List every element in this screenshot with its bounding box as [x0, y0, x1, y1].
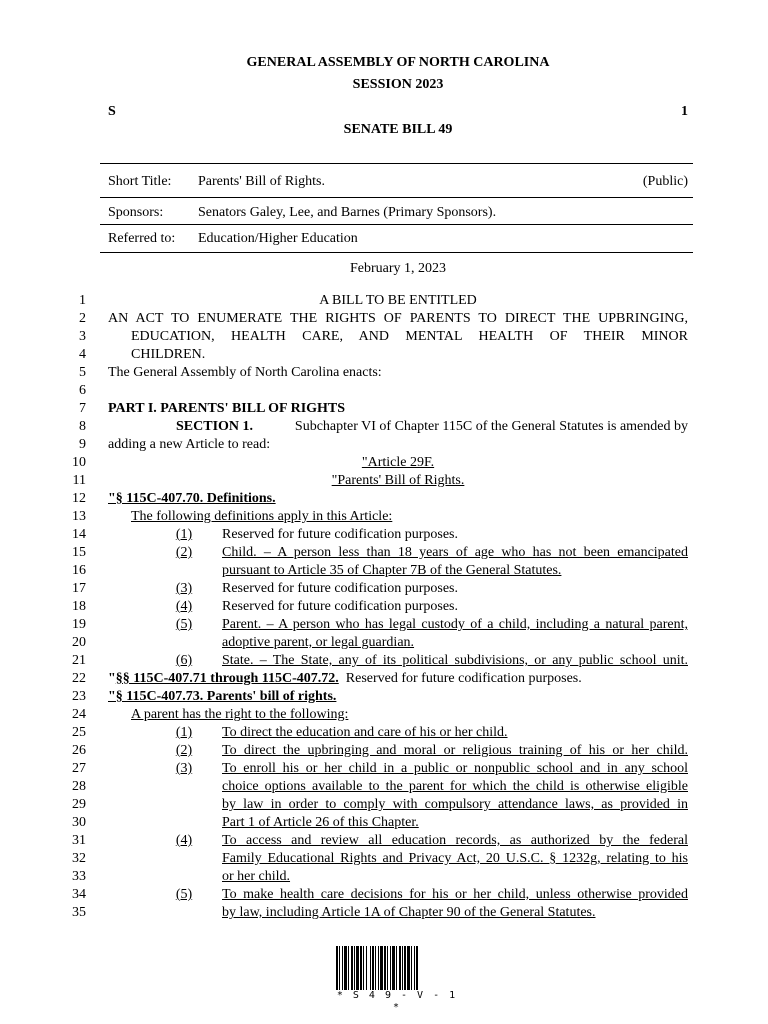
line-number: 13	[72, 509, 86, 524]
edition-number: 1	[681, 104, 688, 119]
info-rule-top	[100, 163, 693, 164]
barcode-text: * S 4 9 - V - 1 *	[336, 990, 458, 1013]
item-text-cont: adoptive parent, or legal guardian.	[222, 635, 415, 650]
barcode-bar	[375, 946, 376, 990]
item-text-cont: by law in order to comply with compulsory attendance laws, as provided in	[222, 797, 688, 812]
section-line	[176, 418, 688, 436]
barcode-bar	[370, 946, 371, 990]
line-number: 35	[72, 905, 86, 920]
sponsors-value: Senators Galey, Lee, and Barnes (Primary Sponsors).	[198, 205, 497, 220]
barcode-bar	[354, 946, 355, 990]
item-number: (1)	[175, 527, 193, 542]
item-text-cont: pursuant to Article 35 of Chapter 7B of the General Statutes.	[222, 563, 562, 578]
info-rule-bottom	[100, 252, 693, 253]
line-number: 10	[72, 455, 86, 470]
section-text: Subchapter VI of Chapter 115C of the General Statutes is amended by	[294, 419, 688, 434]
line-number: 24	[72, 707, 86, 722]
act-title-line: AN ACT TO ENUMERATE THE RIGHTS OF PARENTS TO DIRECT THE UPBRINGING,	[108, 311, 688, 326]
referred-label: Referred to:	[108, 231, 176, 246]
barcode-bar	[387, 946, 388, 990]
rights-intro-text: A parent has the right to the following:	[131, 707, 349, 722]
bill-title: SENATE BILL 49	[343, 122, 453, 137]
act-title-line: EDUCATION, HEALTH CARE, AND MENTAL HEALTH OF THEIR MINOR	[131, 329, 688, 344]
rights-intro	[131, 706, 348, 724]
item-text: Child. – A person less than 18 years of age who has not been emancipated	[222, 545, 688, 560]
line-number: 19	[72, 617, 86, 632]
item-number: (5)	[175, 617, 193, 632]
enacting-clause: The General Assembly of North Carolina enacts:	[108, 365, 382, 380]
barcode-bar	[414, 946, 415, 990]
barcode-bar	[396, 946, 397, 990]
line-number: 12	[72, 491, 86, 506]
line-number: 28	[72, 779, 86, 794]
line-number: 15	[72, 545, 86, 560]
item-text: To direct the education and care of his or her child.	[222, 725, 508, 740]
line-number: 34	[72, 887, 86, 902]
barcode-bar	[399, 946, 401, 990]
line-number: 27	[72, 761, 86, 776]
line-number: 20	[72, 635, 86, 650]
item-text: To access and review all education records, as authorized by the federal	[222, 833, 688, 848]
line-number: 6	[79, 383, 86, 398]
article-title-text: "Parents' Bill of Rights.	[331, 473, 465, 488]
item-text: Parent. – A person who has legal custody of a child, including a natural parent,	[222, 617, 688, 632]
barcode-bar	[356, 946, 359, 990]
referred-value: Education/Higher Education	[198, 231, 358, 246]
line-number: 9	[79, 437, 86, 452]
barcode-bar	[404, 946, 406, 990]
barcode-bar	[416, 946, 418, 990]
short-title-label: Short Title:	[108, 174, 172, 189]
line-number: 21	[72, 653, 86, 668]
barcode-bar	[380, 946, 383, 990]
item-text: To enroll his or her child in a public or nonpublic school and in any school	[222, 761, 688, 776]
barcode-bar	[411, 946, 412, 990]
item-number: (1)	[175, 725, 193, 740]
line-number: 2	[79, 311, 86, 326]
item-text: State. – The State, any of its political subdivisions, or any public school unit.	[222, 653, 688, 668]
reserved-sections	[108, 670, 582, 688]
barcode-bar	[390, 946, 391, 990]
short-title-value: Parents' Bill of Rights.	[198, 174, 325, 189]
chamber-letter: S	[108, 104, 116, 119]
item-text: To make health care decisions for his or her child, unless otherwise provided	[222, 887, 688, 902]
section-text-cont: adding a new Article to read:	[108, 437, 271, 452]
line-number: 22	[72, 671, 86, 686]
item-number: (6)	[175, 653, 193, 668]
item-text-cont: choice options available to the parent for which the child is otherwise eligible	[222, 779, 688, 794]
barcode-bar	[366, 946, 367, 990]
line-number: 26	[72, 743, 86, 758]
definitions-intro-text: The following definitions apply in this Article:	[131, 509, 393, 524]
item-text-cont: Part 1 of Article 26 of this Chapter.	[222, 815, 419, 830]
article-heading	[108, 454, 688, 472]
reserved-sections-heading: §§ 115C-407.71 through 115C-407.72.	[115, 671, 339, 686]
item-number: (4)	[175, 833, 193, 848]
item-number: (2)	[175, 743, 193, 758]
line-number: 7	[79, 401, 86, 416]
line-number: 30	[72, 815, 86, 830]
definitions-intro	[131, 508, 392, 526]
barcode-bar	[336, 946, 338, 990]
line-number: 4	[79, 347, 86, 362]
line-number: 32	[72, 851, 86, 866]
assembly-heading: GENERAL ASSEMBLY OF NORTH CAROLINA	[246, 55, 550, 70]
info-rule-1	[100, 197, 693, 198]
line-number: 16	[72, 563, 86, 578]
line-number: 5	[79, 365, 86, 380]
line-number: 31	[72, 833, 86, 848]
bill-date: February 1, 2023	[349, 261, 447, 276]
public-label: (Public)	[642, 174, 688, 189]
sponsors-label: Sponsors:	[108, 205, 164, 220]
item-text-cont: by law, including Article 1A of Chapter 90 of the General Statutes.	[222, 905, 596, 920]
info-rule-2	[100, 224, 693, 225]
line-number: 18	[72, 599, 86, 614]
barcode-bar	[372, 946, 374, 990]
item-text: Reserved for future codification purposes.	[222, 581, 458, 596]
statute-heading-text: "§ 115C-407.73. Parents' bill of rights.	[108, 689, 337, 704]
article-number: "Article 29F.	[361, 455, 435, 470]
line-number: 11	[72, 473, 86, 488]
barcode-bar	[351, 946, 353, 990]
statute-heading-definitions	[108, 490, 276, 508]
barcode-bar	[407, 946, 410, 990]
barcode-bar	[339, 946, 340, 990]
line-number: 14	[72, 527, 86, 542]
barcode	[336, 946, 458, 990]
barcode-bar	[348, 946, 349, 990]
line-number: 25	[72, 725, 86, 740]
barcode-bar	[344, 946, 347, 990]
act-title-line: CHILDREN.	[131, 347, 206, 362]
line-number: 8	[79, 419, 86, 434]
item-number: (5)	[175, 887, 193, 902]
item-number: (3)	[175, 761, 193, 776]
line-number: 3	[79, 329, 86, 344]
statute-heading-text: "§ 115C-407.70. Definitions.	[108, 491, 276, 506]
line-number: 29	[72, 797, 86, 812]
bill-entitled: A BILL TO BE ENTITLED	[319, 293, 477, 308]
item-text: Reserved for future codification purposes.	[222, 527, 458, 542]
item-number: (2)	[175, 545, 193, 560]
reserved-sections-quote: "	[108, 671, 116, 686]
item-number: (4)	[175, 599, 193, 614]
statute-heading-rights	[108, 688, 336, 706]
article-title	[108, 472, 688, 490]
item-number: (3)	[175, 581, 193, 596]
barcode-bar	[378, 946, 379, 990]
line-number: 23	[72, 689, 86, 704]
barcode-bar	[384, 946, 386, 990]
section-label: SECTION 1.	[176, 419, 254, 434]
session-heading: SESSION 2023	[352, 77, 444, 92]
line-number: 17	[72, 581, 86, 596]
item-text: To direct the upbringing and moral or religious training of his or her child.	[222, 743, 688, 758]
barcode-bar	[342, 946, 343, 990]
barcode-bar	[363, 946, 364, 990]
item-text: Reserved for future codification purposes.	[222, 599, 458, 614]
part-heading: PART I. PARENTS' BILL OF RIGHTS	[108, 401, 346, 416]
barcode-bar	[392, 946, 395, 990]
line-number: 1	[79, 293, 86, 308]
reserved-sections-text: Reserved for future codification purposes.	[345, 671, 582, 686]
barcode-bar	[360, 946, 362, 990]
item-text-cont: or her child.	[222, 869, 291, 884]
barcode-bar	[402, 946, 403, 990]
item-text-cont: Family Educational Rights and Privacy Act, 20 U.S.C. § 1232g, relating to his	[222, 851, 688, 866]
line-number: 33	[72, 869, 86, 884]
